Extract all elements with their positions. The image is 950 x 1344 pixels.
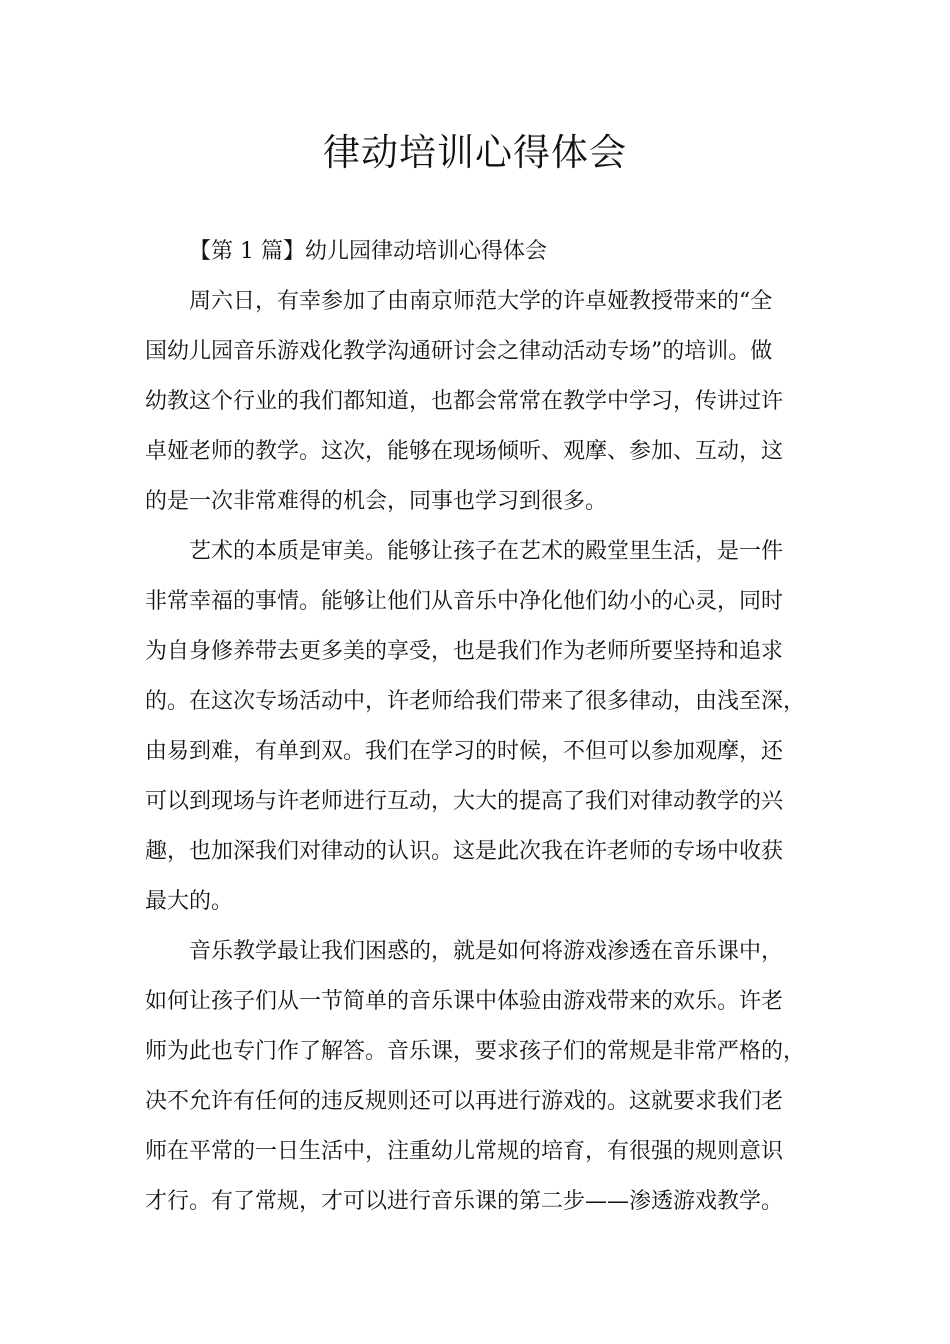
text-line: 由易到难，有单到双。我们在学习的时候，不但可以参加观摩，还 [145, 739, 784, 764]
text-line: 最大的。 [145, 889, 234, 914]
text-line: 趣，也加深我们对律动的认识。这是此次我在许老师的专场中收获 [145, 839, 784, 864]
text-line: 艺术的本质是审美。能够让孩子在艺术的殿堂里生活，是一件 [189, 539, 784, 564]
text-line: 如何让孩子们从一节简单的音乐课中体验由游戏带来的欢乐。许老 [145, 989, 784, 1014]
paragraph-3 [145, 927, 825, 1227]
text-line: 为自身修养带去更多美的享受，也是我们作为老师所要坚持和追求 [145, 639, 784, 664]
text-line: 决不允许有任何的违反规则还可以再进行游戏的。这就要求我们老 [145, 1089, 784, 1114]
text-line: 幼教这个行业的我们都知道，也都会常常在教学中学习，传讲过许 [145, 389, 784, 414]
text-line: 周六日，有幸参加了由南京师范大学的许卓娅教授带来的“全 [189, 289, 773, 314]
text-line: 非常幸福的事情。能够让他们从音乐中净化他们幼小的心灵，同时 [145, 589, 784, 614]
text-line: 音乐教学最让我们困惑的，就是如何将游戏渗透在音乐课中， [189, 939, 784, 964]
paragraph-1 [145, 277, 825, 527]
text-line: 国幼儿园音乐游戏化教学沟通研讨会之律动活动专场”的培训。做 [145, 339, 773, 364]
text-line: 师在平常的一日生活中，注重幼儿常规的培育，有很强的规则意识 [145, 1139, 784, 1164]
text-line: 的。在这次专场活动中，许老师给我们带来了很多律动，由浅至深， [145, 689, 806, 714]
text-line: 卓娅老师的教学。这次，能够在现场倾听、观摩、参加、互动，这 [145, 439, 784, 464]
text-line: 师为此也专门作了解答。音乐课，要求孩子们的常规是非常严格的， [145, 1039, 806, 1064]
document-body [145, 227, 825, 1227]
text-line: 才行。有了常规，才可以进行音乐课的第二步——渗透游戏教学。 [145, 1189, 784, 1214]
paragraph-2 [145, 527, 825, 927]
article-subtitle: 【第 1 篇】幼儿园律动培训心得体会 [189, 239, 547, 264]
document-title: 律动培训心得体会 [323, 131, 627, 174]
text-line: 可以到现场与许老师进行互动，大大的提高了我们对律动教学的兴 [145, 789, 784, 814]
text-line: 的是一次非常难得的机会，同事也学习到很多。 [145, 489, 608, 514]
